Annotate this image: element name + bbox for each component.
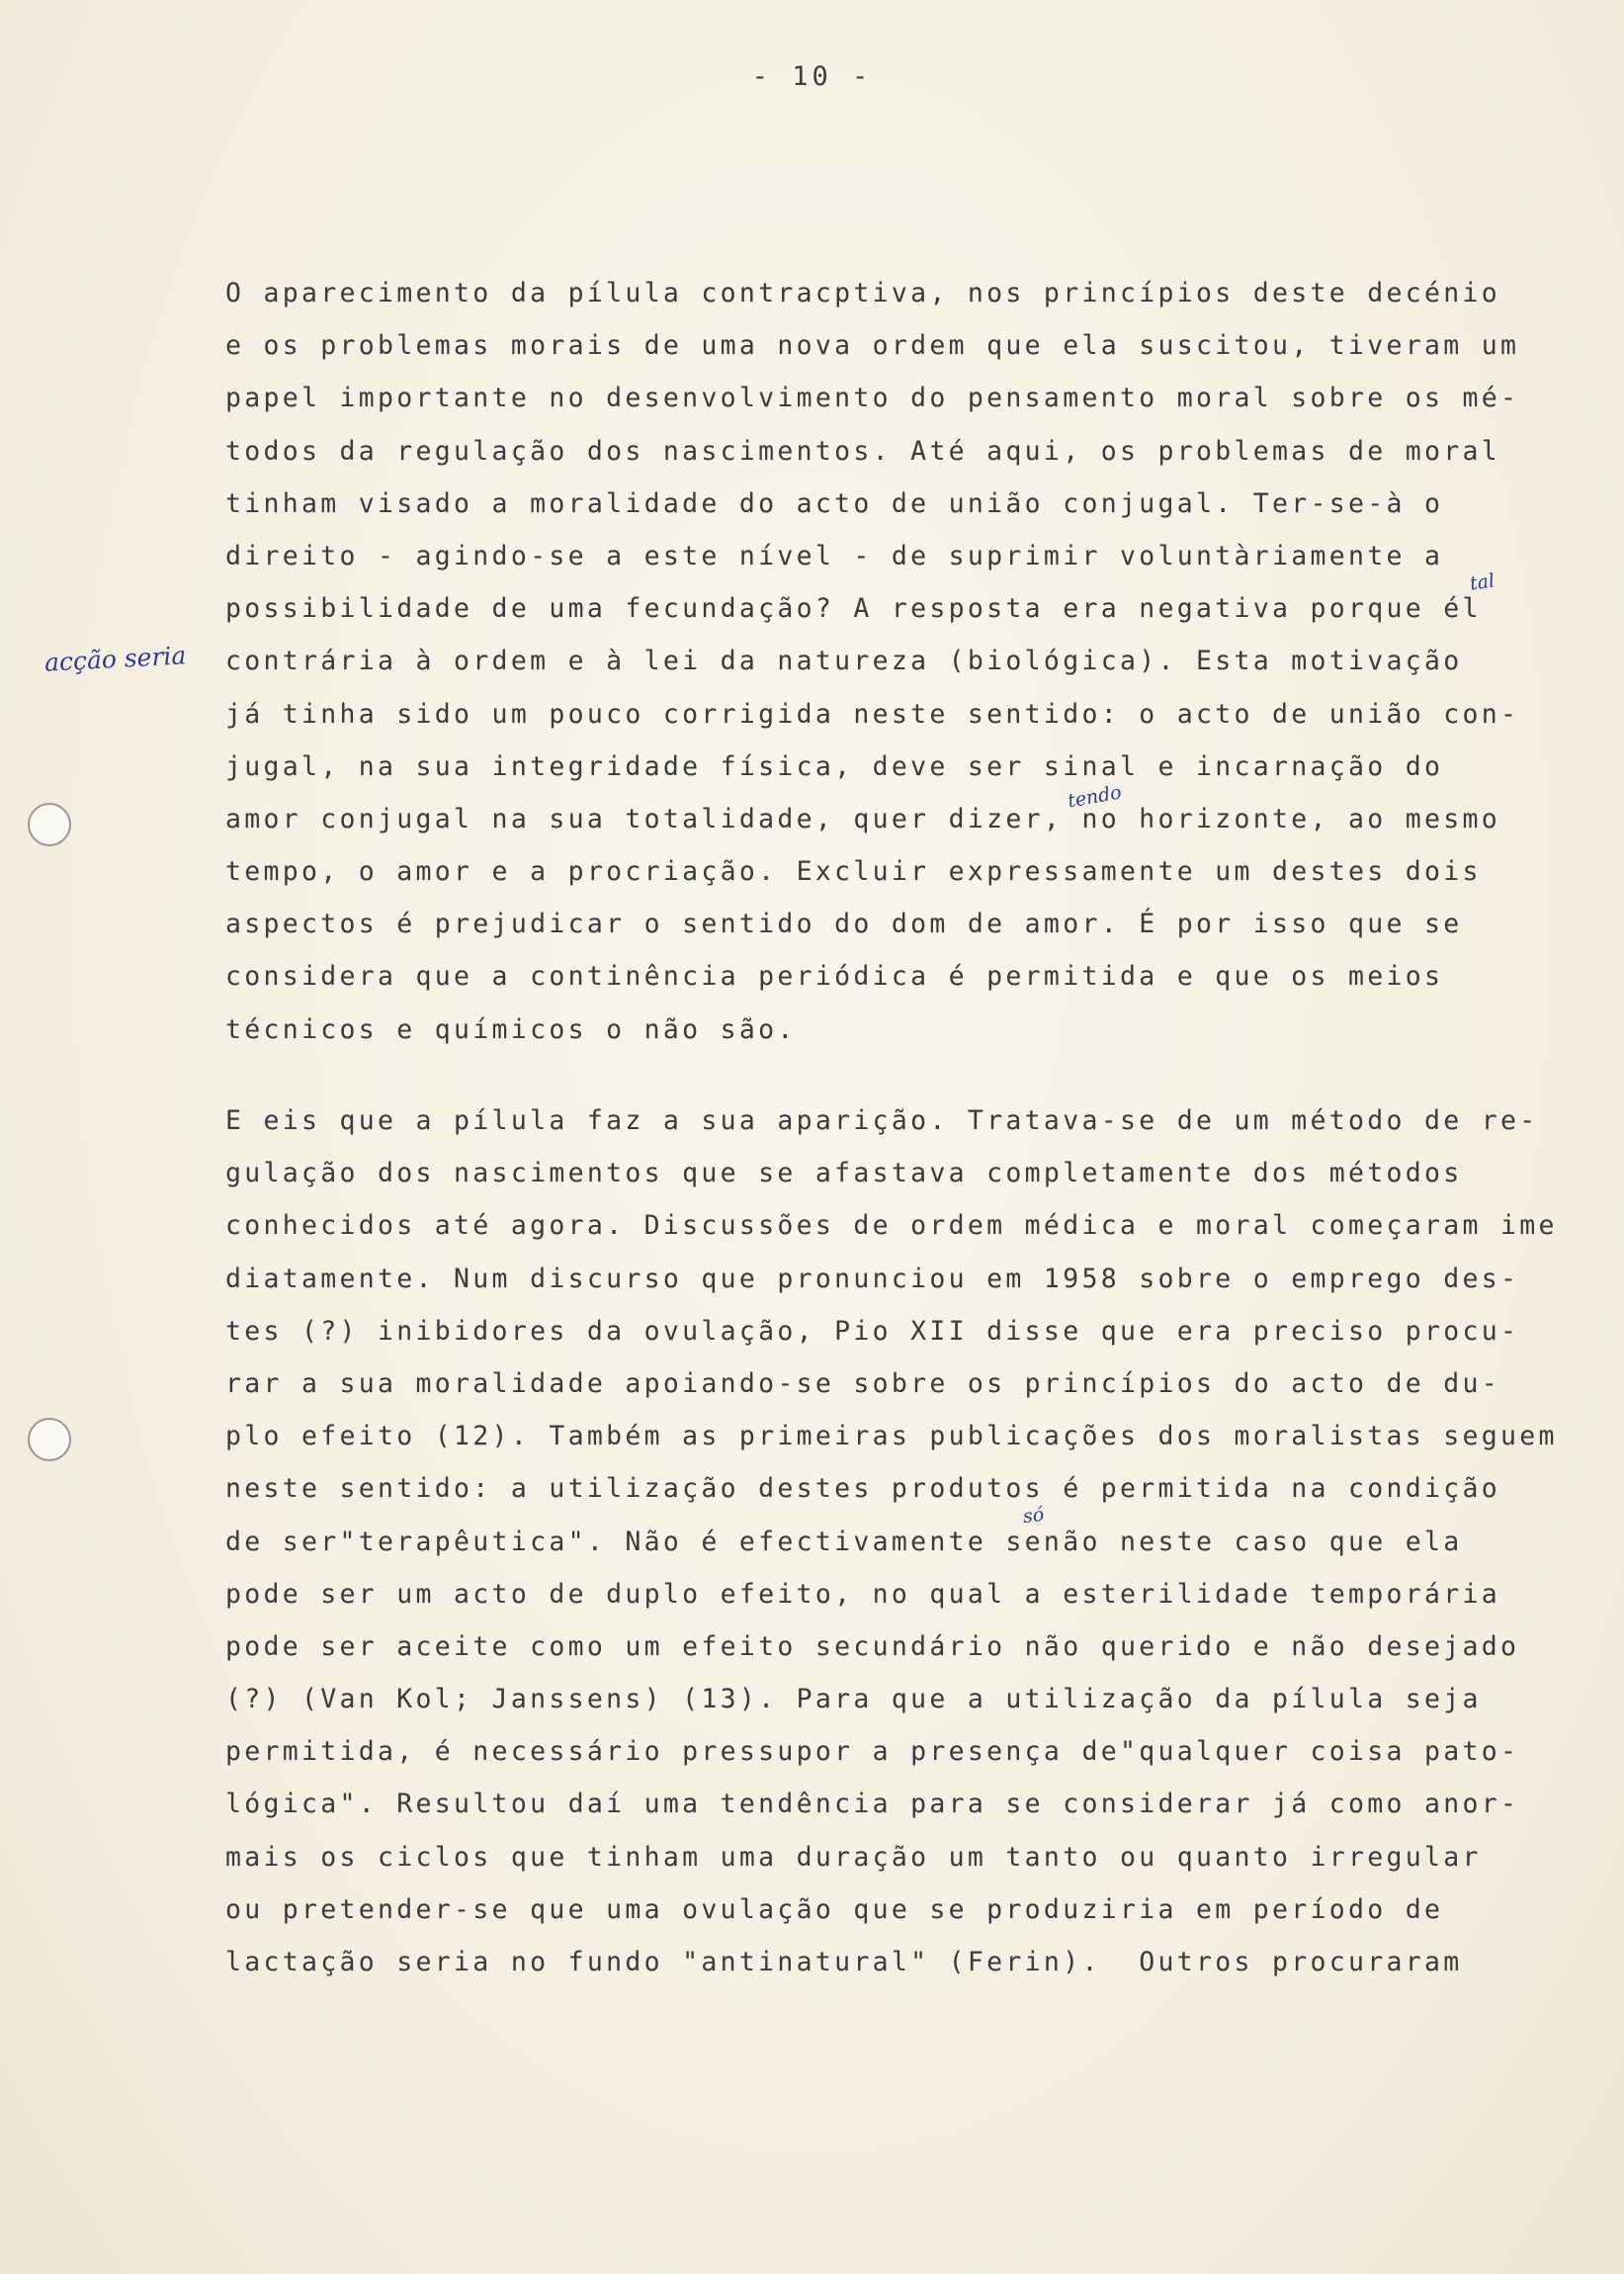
text-line: direito - agindo-se a este nível - de suprimir voluntàriamente a [225,540,1444,571]
punch-hole [28,803,71,846]
text-line: possibilidade de uma fecundação? A resposta era negativa porque él [225,593,1482,625]
text-line: conhecidos até agora. Discussões de ordem médica e moral começaram ime [225,1210,1558,1242]
text-line: O aparecimento da pílula contracptiva, nos princípios deste decénio [225,278,1501,308]
text-line: diatamente. Num discurso que pronunciou em 1958 sobre o emprego des- [225,1263,1520,1294]
text-line: gulação dos nascimentos que se afastava completamente dos métodos [225,1158,1463,1189]
text-line: lactação seria no fundo "antinatural" (Ferin). Outros procuraram [225,1947,1463,1977]
punch-hole [28,1418,71,1461]
text-line: plo efeito (12). Também as primeiras publicações dos moralistas seguem [225,1421,1558,1452]
paragraph-1 [225,267,1560,1056]
text-line: considera que a continência periódica é permitida e que os meios [225,961,1444,993]
handwritten-margin-note: acção seria [43,641,187,677]
text-line: amor conjugal na sua totalidade, quer dizer, no horizonte, ao mesmo [225,803,1501,834]
text-line: tes (?) inibidores da ovulação, Pio XII disse que era preciso procu- [225,1315,1520,1347]
text-line: tempo, o amor e a procriação. Excluir expressamente um destes dois [225,856,1482,888]
text-line: jugal, na sua integridade física, deve ser sinal e incarnação do [225,750,1444,782]
text-line: papel importante no desenvolvimento do pensamento moral sobre os mé- [225,383,1520,414]
text-line: ou pretender-se que uma ovulação que se produziria em período de [225,1893,1444,1925]
text-line: pode ser um acto de duplo efeito, no qual a esterilidade temporária [225,1578,1501,1610]
text-line: mais os ciclos que tinham uma duração um tanto ou quanto irregular [225,1841,1482,1873]
text-line: de ser"terapêutica". Não é efectivamente senão neste caso que ela [225,1526,1463,1557]
text-line: todos da regulação dos nascimentos. Até aqui, os problemas de moral [225,435,1501,467]
handwritten-correction-so: só [1021,1503,1046,1529]
handwritten-correction-tal: tal [1468,569,1496,595]
text-line: rar a sua moralidade apoiando-se sobre os princípios do acto de du- [225,1367,1501,1399]
text-line: contrária à ordem e à lei da natureza (biológica). Esta motivação [225,646,1463,677]
text-line: tinham visado a moralidade do acto de união conjugal. Ter-se-à o [225,487,1444,519]
text-line: permitida, é necessário pressupor a presença de"qualquer coisa pato- [225,1736,1520,1768]
text-line: aspectos é prejudicar o sentido do dom de amor. É por isso que se [225,909,1463,940]
text-line: técnicos e químicos o não são. [225,1013,797,1045]
text-line: lógica". Resultou daí uma tendência para se considerar já como anor- [225,1789,1520,1820]
text-line: (?) (Van Kol; Janssens) (13). Para que a utilização da pílula seja [225,1684,1482,1715]
text-line: e os problemas morais de uma nova ordem que ela suscitou, tiveram um [225,330,1520,362]
text-line: E eis que a pílula faz a sua aparição. Tratava-se de um método de re- [225,1105,1539,1136]
handwritten-correction-tendo: tendo [1066,781,1124,813]
paragraph-2 [225,1094,1560,1988]
text-line: pode ser aceite como um efeito secundário não querido e não desejado [225,1630,1520,1662]
page-number: - 10 - [751,61,873,92]
text-line: já tinha sido um pouco corrigida neste sentido: o acto de união con- [225,698,1520,730]
text-line: neste sentido: a utilização destes produtos é permitida na condição [225,1473,1501,1505]
